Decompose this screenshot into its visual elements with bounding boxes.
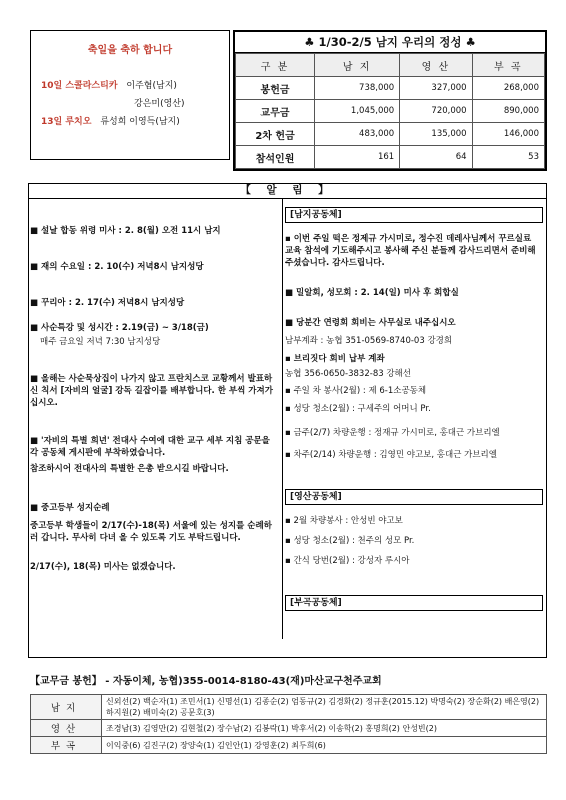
column-divider [282, 199, 283, 639]
notice-item: 참조하시어 전대사의 특별한 은총 받으시길 바랍니다. [30, 464, 229, 474]
notice-item: ▪ 간식 당번(2월) : 강성자 루시아 [285, 556, 410, 566]
row-label: 교무금 [236, 100, 315, 123]
table-row [236, 146, 545, 169]
header-bugok: 부 곡 [472, 54, 544, 77]
cell-value: 146,000 [472, 123, 544, 146]
offering-header-row [236, 54, 545, 77]
header-yeongsan: 영 산 [400, 54, 472, 77]
row-label: 2차 헌금 [236, 123, 315, 146]
notice-item: ■ 꾸리아 : 2. 17(수) 저녁8시 남지성당 [30, 298, 185, 308]
feast-day-box [30, 30, 230, 160]
feast-line-2 [41, 114, 180, 127]
feast-names-1b: 강은미(영산) [134, 99, 185, 109]
notice-item: ▪ 2월 차량봉사 : 안성빈 야고보 [285, 516, 403, 526]
feast-names-1: 이주혐(남지) [126, 81, 177, 91]
feast-names-2: 류성희 이영득(남지) [100, 117, 180, 127]
notice-item: ■ 중고등부 성지순례 [30, 503, 110, 513]
notice-item: ■ 사순특강 및 성시간 : 2.19(금) ~ 3/18(금) [30, 323, 209, 333]
cell-value: 483,000 [315, 123, 400, 146]
header-namji: 남 지 [315, 54, 400, 77]
donor-names: 이익중(6) 김진구(2) 장양숙(1) 김인안(1) 강영훈(2) 최두희(6) [102, 737, 547, 754]
cell-value: 738,000 [315, 77, 400, 100]
table-row [236, 77, 545, 100]
header-category: 구 분 [236, 54, 315, 77]
notice-item: 남부계좌 : 농협 351-0569-8740-03 강경희 [285, 336, 453, 346]
notice-item: ▪ 이번 주일 떡은 정제규 가시미로, 정수진 데레사님께서 꾸르실료 교육 참석에 기도해주시고 봉사해 주신 분들께 감사드리면서 준비해 주셨습니다. 감사드립니다. [285, 234, 536, 268]
feast-saint-1: 10일 스콜라스티카 [41, 81, 118, 91]
notice-item: ■ 밀알회, 성모회 : 2. 14(일) 미사 후 회합실 [285, 288, 459, 298]
cell-value: 1,045,000 [315, 100, 400, 123]
section-namji: [남지공동체] [285, 207, 543, 223]
notice-item: ▪ 성당 청소(2월) : 구세주의 어머니 Pr. [285, 404, 431, 414]
notice-item: ▪ 성당 청소(2월) : 천주의 성모 Pr. [285, 536, 415, 546]
notice-item: ■ 올해는 사순묵상집이 나가지 않고 프란치스코 교황께서 발표하신 칙서 [자비의 얼굴] 강독 길잡이를 배부합니다. 한 부씩 가져가십시오. [30, 374, 273, 408]
cell-value: 161 [315, 146, 400, 169]
notice-title: 【 알 림 】 [28, 183, 547, 199]
notice-item: 중고등부 학생들이 2/17(수)-18(목) 서울에 있는 성지를 순례하러 갑니다. 무사히 다녀 올 수 있도록 기도 부탁드립니다. [30, 521, 272, 543]
offering-title: ♣ 1/30-2/5 남지 우리의 정성 ♣ [235, 32, 545, 53]
row-label: 참석인원 [236, 146, 315, 169]
donor-names: 신외선(2) 백순자(1) 조민서(1) 신명선(1) 김종순(2) 엄동규(2) 김경화(2) 정규훈(2015.12) 박명숙(2) 장순화(2) 배은영(2) 하지원(2) 배미숙(2) 공문호(3) [102, 695, 547, 720]
cell-value: 890,000 [472, 100, 544, 123]
offering-table [235, 53, 545, 169]
section-bugok: [부곡공동체] [285, 595, 543, 611]
notice-item: 매주 금요일 저녁 7:30 남지성당 [40, 337, 161, 347]
notice-item: ■ 당분간 연령회 회비는 사무실로 내주십시오 [285, 318, 456, 328]
notice-item: ▪ 금주(2/7) 차량운행 : 정재규 가시미로, 홍대근 가브리엘 [285, 428, 500, 438]
table-row [31, 720, 547, 737]
feast-title: 축일을 축하 합니다 [87, 45, 173, 56]
notice-item: ▪ 브리짓다 회비 납부 계좌 [285, 354, 385, 364]
cell-value: 53 [472, 146, 544, 169]
bank-info: 【교무금 봉헌】 - 자동이체, 농협)355-0014-8180-43(재)마산교구천주교회 [30, 676, 382, 687]
notice-item: ▪ 차주(2/14) 차량운행 : 김영민 야고보, 홍대근 가브리엘 [285, 450, 497, 460]
donor-group: 영산 [31, 720, 102, 737]
table-row [236, 123, 545, 146]
cell-value: 64 [400, 146, 472, 169]
cell-value: 135,000 [400, 123, 472, 146]
donor-table [30, 694, 547, 754]
table-row [236, 100, 545, 123]
notice-item: ■ 설날 합동 위령 미사 : 2. 8(월) 오전 11시 남지 [30, 226, 221, 236]
notice-item: 2/17(수), 18(목) 미사는 없겠습니다. [30, 562, 176, 572]
donor-names: 조경남(3) 김영만(2) 김현철(2) 장수남(2) 김봉락(1) 박후서(2) 이송학(2) 홍명희(2) 안성빈(2) [102, 720, 547, 737]
notice-item: ■ '자비의 특별 희년' 전대사 수여에 대한 교구 세부 지침 공문을 각 공동체 게시판에 부착하였습니다. [30, 436, 270, 458]
offering-table-box [233, 30, 547, 171]
cell-value: 268,000 [472, 77, 544, 100]
section-yeongsan: [영산공동체] [285, 489, 543, 505]
notice-item: 농협 356-0650-3832-83 강해선 [285, 369, 411, 379]
feast-saint-2: 13일 루치오 [41, 117, 92, 127]
feast-line-1 [41, 78, 177, 91]
table-row [31, 695, 547, 720]
row-label: 봉헌금 [236, 77, 315, 100]
notice-item: ■ 재의 수요일 : 2. 10(수) 저녁8시 남지성당 [30, 262, 204, 272]
table-row [31, 737, 547, 754]
notice-item: ▪ 주일 차 봉사(2월) : 제 6-1소공동체 [285, 386, 427, 396]
cell-value: 720,000 [400, 100, 472, 123]
donor-group: 남지 [31, 695, 102, 720]
donor-group: 부곡 [31, 737, 102, 754]
cell-value: 327,000 [400, 77, 472, 100]
